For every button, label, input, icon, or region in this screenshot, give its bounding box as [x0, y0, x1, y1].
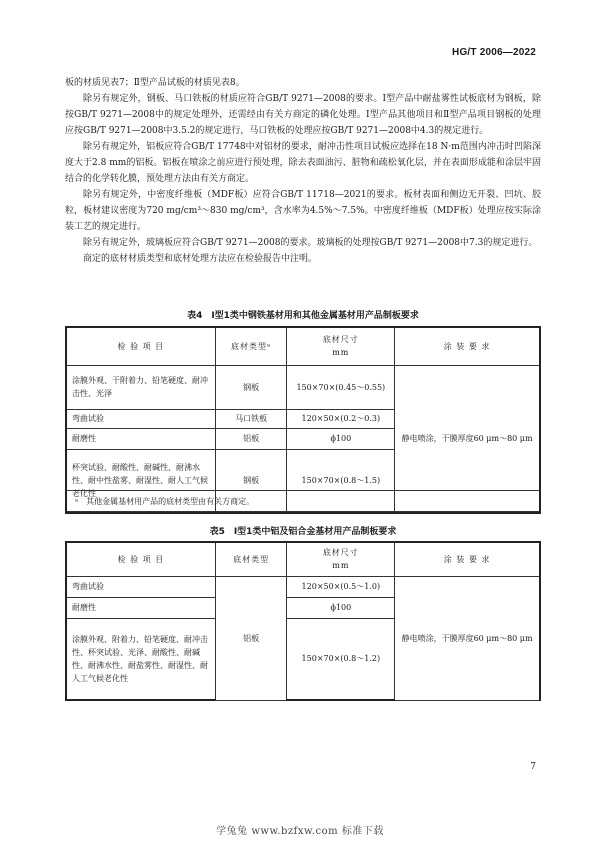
table4	[65, 326, 541, 512]
table5-header-size-unit: mm	[332, 561, 350, 571]
table-row	[66, 365, 540, 409]
table5-cell-substrate: 铝板	[215, 576, 287, 700]
table5	[65, 541, 541, 701]
table4-header-size	[287, 327, 395, 365]
paragraph: 除另有规定外，钢板、马口铁板的材质应符合GB/T 9271—2008的要求。Ⅰ型产品中耐盐雾性试板底材为钢板，除按GB/T 9271—2008中的规定处理外，还需经由有关方商定的磷化处理。Ⅰ型产品其他项目和Ⅱ型产品项目钢板的处理应按GB/T 9271—2008中3.5.2的规定进行，马口铁板的处理应按GB/T 9271—2008中4.3的规定进行。	[65, 94, 541, 136]
table4-cell-size: 120×50×(0.2～0.3)	[287, 409, 395, 428]
paragraph: 除另有规定外，中密度纤维板（MDF板）应符合GB/T 11718—2021的要求。板材表面和侧边无开裂、凹坑、胶粒，板材建议密度为720 mg/cm³～830 mg/cm³，含水率为4.5%～7.5%。中密度纤维板（MDF板）处理应按实际涂装工艺的规定进行。	[65, 190, 541, 232]
table5-header-size	[287, 542, 395, 576]
table4-header-item: 检 验 项 目	[66, 327, 215, 365]
body-text	[65, 75, 541, 267]
table5-cell-coating: 静电喷涂，干膜厚度60 μm～80 μm	[395, 576, 540, 700]
table5-cell-item: 弯曲试验	[66, 576, 215, 597]
table5-cell-item: 耐磨性	[66, 597, 215, 618]
table5-header-size-label: 底材尺寸	[322, 548, 359, 558]
table4-cell-size: ϕ100	[287, 428, 395, 449]
table4-cell-item: 弯曲试验	[66, 409, 215, 428]
paragraph: 除另有规定外，铝板应符合GB/T 17748中对铝材的要求，耐冲击性项目试板应选择在18 N·m范围内冲击时凹陷深度大于2.8 mm的铝板。铝板在喷涂之前应进行预处理，除去表面油污、脏物和疏松氧化层，并在表面形成能和涂层牢固结合的化学转化膜，预处理方法由有关方商定。	[65, 142, 541, 184]
table4-cell-size: 150×70×(0.45～0.55)	[287, 365, 395, 409]
page-number: 7	[530, 762, 536, 772]
document-id: HG/T 2006—2022	[452, 47, 536, 58]
table4-header-substrate: 底材类型ᵃ	[215, 327, 287, 365]
paragraph: 除另有规定外，玻璃板应符合GB/T 9271—2008的要求。玻璃板的处理按GB/T 9271—2008中7.3的规定进行。	[83, 238, 538, 248]
paragraph: 商定的底材材质类型和底材处理方法应在检验报告中注明。	[83, 254, 318, 264]
table5-header-item: 检 验 项 目	[66, 542, 215, 576]
table4-caption: 表4 Ⅰ型1类中钢铁基材用和其他金属基材用产品制板要求	[187, 311, 419, 321]
table4-header-coating: 涂 装 要 求	[395, 327, 540, 365]
table5-header-row	[66, 542, 540, 576]
table4-header-size-label: 底材尺寸	[322, 335, 359, 345]
table5-cell-size: 120×50×(0.5～1.0)	[287, 576, 395, 597]
table5-header-substrate: 底材类型	[215, 542, 287, 576]
table5-cell-item: 涂膜外观、附着力、铅笔硬度、耐冲击性、杯突试验、光泽、耐酸性、耐碱性、耐沸水性、耐盐雾性、耐湿性、耐人工气候老化性	[66, 618, 215, 700]
table4-cell-substrate: 钢板	[215, 365, 287, 409]
table5-cell-size: ϕ100	[287, 597, 395, 618]
table4-header-row	[66, 327, 540, 365]
table4-cell-substrate: 钢板	[215, 449, 287, 511]
table4-cell-item: 耐磨性	[66, 428, 215, 449]
table4-header-size-unit: mm	[332, 348, 350, 358]
table4-cell-size: 150×70×(0.8～1.5)	[287, 449, 395, 511]
table5-caption: 表5 Ⅰ型1类中铝及铝合金基材用产品制板要求	[209, 527, 397, 537]
table4-footnote: ᵃ 其他金属基材用产品的底材类型由有关方商定。	[65, 490, 541, 514]
table4-cell-item: 涂膜外观、干附着力、铅笔硬度、耐冲击性、光泽	[66, 365, 215, 409]
watermark-text: 学兔兔 www.bzfxw.com 标准下载	[216, 826, 384, 837]
table5-cell-size: 150×70×(0.8～1.2)	[287, 618, 395, 700]
table4-cell-substrate: 铝板	[215, 428, 287, 449]
table5-header-coating: 涂 装 要 求	[395, 542, 540, 576]
table4-cell-substrate: 马口铁板	[215, 409, 287, 428]
table4-cell-coating: 静电喷涂，干膜厚度60 μm～80 μm	[395, 365, 540, 511]
table4-cell-item: 杯突试验、耐酸性、耐碱性、耐沸水性、耐中性盐雾、耐湿性、耐人工气候老化性	[66, 449, 215, 511]
paragraph: 板的材质见表7；Ⅱ型产品试板的材质见表8。	[65, 78, 245, 88]
table-row	[66, 576, 540, 597]
